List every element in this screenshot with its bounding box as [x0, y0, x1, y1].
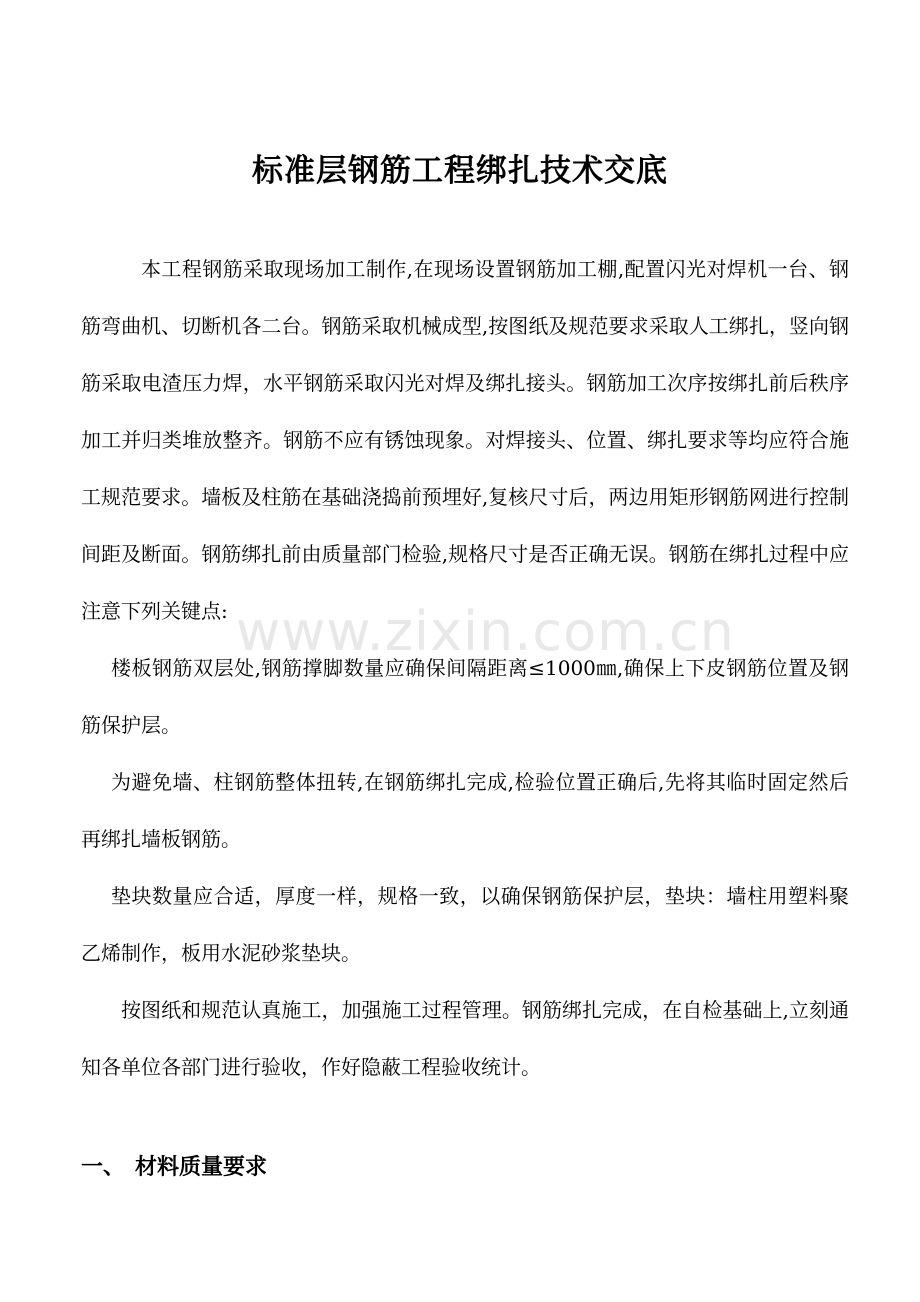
paragraph-slab-rebar: 楼板钢筋双层处,钢筋撑脚数量应确保间隔距离≤1000㎜,确保上下皮钢筋位置及钢筋保护层。 — [81, 656, 849, 737]
watermark-text: www.zixin.com.cn — [236, 600, 735, 663]
paragraph-wall-column-twist: 为避免墙、柱钢筋整体扭转,在钢筋绑扎完成,检验位置正确后,先将其临时固定然后再绑扎墙板钢筋。 — [81, 770, 849, 851]
section-heading — [81, 1148, 267, 1188]
document-title: 标准层钢筋工程绑扎技术交底 — [252, 153, 668, 189]
section-title: 材料质量要求 — [135, 1155, 268, 1180]
section-number: 一、 — [81, 1155, 126, 1180]
paragraph-spacer-blocks: 垫块数量应合适，厚度一样，规格一致，以确保钢筋保护层，垫块：墙柱用塑料聚乙烯制作，板用水泥砂浆垫块。 — [81, 884, 849, 965]
paragraph-intro: 本工程钢筋采取现场加工制作,在现场设置钢筋加工棚,配置闪光对焊机一台、钢筋弯曲机、切断机各二台。钢筋采取机械成型,按图纸及规范要求采取人工绑扎，竖向钢筋采取电渣压力焊，水平钢筋采取闪光对焊及绑扎接头。钢筋加工次序按绑扎前后秩序加工并归类堆放整齐。钢筋不应有锈蚀现象。对焊接头、位置、绑扎要求等均应符合施工规范要求。墙板及柱筋在基础浇捣前预埋好,复核尺寸后，两边用矩形钢筋网进行控制间距及断面。钢筋绑扎前由质量部门检验,规格尺寸是否正确无误。钢筋在绑扎过程中应注意下列关键点: — [81, 257, 849, 623]
paragraph-inspection: 按图纸和规范认真施工，加强施工过程管理。钢筋绑扎完成，在自检基础上,立刻通知各单位各部门进行验收，作好隐蔽工程验收统计。 — [81, 998, 849, 1079]
